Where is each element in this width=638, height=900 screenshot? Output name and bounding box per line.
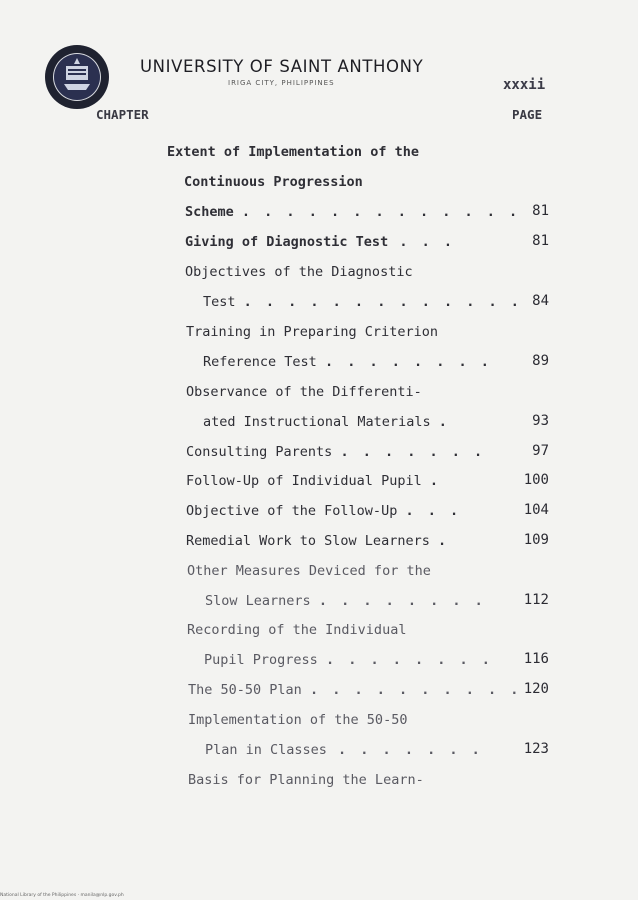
- toc-line: The 50-50 Plan . . . . . . . . . .: [188, 682, 522, 698]
- toc-line: Other Measures Deviced for the: [187, 563, 431, 579]
- toc-line: Slow Learners . . . . . . . .: [205, 593, 486, 609]
- toc-line: Objectives of the Diagnostic: [185, 264, 413, 280]
- toc-page-number: 116: [523, 651, 549, 667]
- toc-page-number: 89: [532, 353, 549, 369]
- toc-page-number: 104: [523, 502, 549, 518]
- toc-page-number: 81: [532, 203, 549, 219]
- page-number: xxxii: [503, 77, 546, 93]
- toc-line: Plan in Classes . . . . . . .: [205, 742, 483, 758]
- toc-line: Basis for Planning the Learn-: [188, 772, 424, 788]
- chapter-column-heading: CHAPTER: [96, 107, 149, 122]
- toc-line: Giving of Diagnostic Test . . .: [185, 234, 455, 250]
- toc-page-number: 120: [523, 681, 549, 697]
- university-location: IRIGA CITY, PHILIPPINES: [228, 79, 335, 87]
- toc-line: Consulting Parents . . . . . . .: [186, 444, 486, 460]
- toc-line: ated Instructional Materials .: [203, 414, 450, 430]
- toc-page-number: 97: [532, 443, 549, 459]
- toc-page-number: 84: [532, 293, 549, 309]
- toc-page-number: 100: [523, 472, 549, 488]
- toc-line: Pupil Progress . . . . . . . .: [204, 652, 493, 668]
- toc-line: Objective of the Follow-Up . . .: [186, 503, 462, 519]
- toc-page-number: 112: [523, 592, 549, 608]
- toc-page-number: 123: [523, 741, 549, 757]
- toc-line: Observance of the Differenti-: [186, 384, 422, 400]
- toc-line: Follow-Up of Individual Pupil .: [186, 473, 441, 489]
- toc-page-number: 93: [532, 413, 549, 429]
- toc-line: Reference Test . . . . . . . .: [203, 354, 492, 370]
- toc-line: Extent of Implementation of the: [167, 144, 419, 160]
- toc-line: Training in Preparing Criterion: [186, 324, 438, 340]
- toc-line: Remedial Work to Slow Learners .: [186, 533, 450, 549]
- toc-line: Recording of the Individual: [187, 622, 407, 638]
- university-seal-icon: [44, 44, 110, 110]
- toc-line: Continuous Progression: [184, 174, 363, 190]
- university-name: UNIVERSITY OF SAINT ANTHONY: [140, 57, 424, 76]
- toc-line: Scheme . . . . . . . . . . . . .: [185, 204, 521, 220]
- archive-footer: National Library of the Philippines · manila@nlp.gov.ph: [0, 893, 124, 898]
- toc-line: Implementation of the 50-50: [188, 712, 408, 728]
- toc-page-number: 81: [532, 233, 549, 249]
- toc-page-number: 109: [523, 532, 549, 548]
- page-column-heading: PAGE: [512, 107, 543, 122]
- toc-line: Test . . . . . . . . . . . . .: [203, 294, 522, 310]
